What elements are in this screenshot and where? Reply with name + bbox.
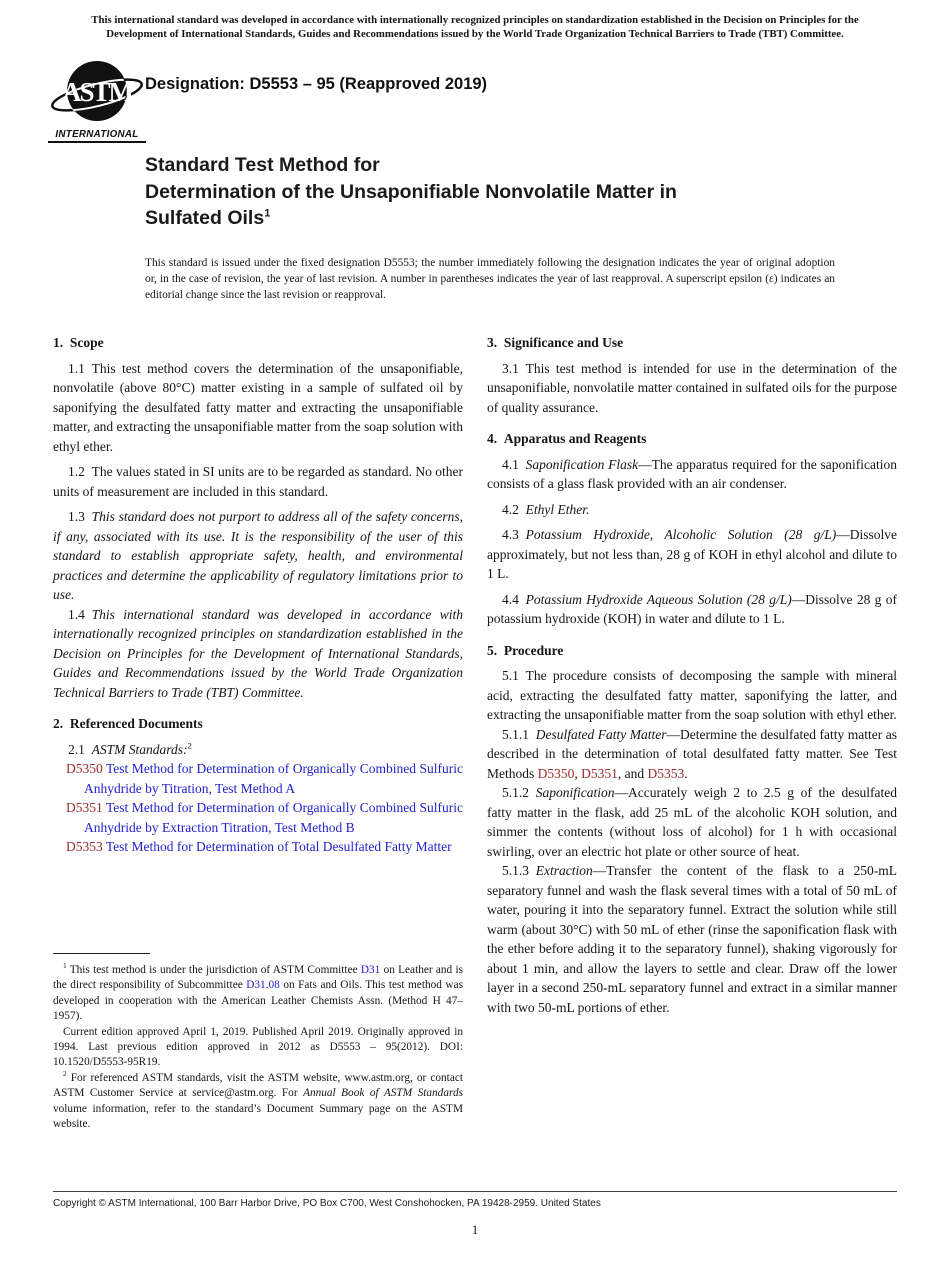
superscript: 1: [63, 961, 67, 971]
paragraph: [487, 500, 897, 520]
text-segment: 4.1: [502, 456, 526, 472]
title-line-3: [145, 205, 855, 232]
text-segment: 5.1.2: [502, 785, 536, 800]
text-segment: For referenced ASTM standards, visit the ASTM website, www.astm.org, or contact ASTM Customer Service at service@astm.org. For: [53, 1071, 463, 1100]
doc-code-link[interactable]: D5353: [647, 765, 685, 781]
paragraph: [487, 666, 897, 725]
text-segment: 1.4: [68, 606, 92, 622]
text-segment: Saponification Flask: [525, 456, 639, 472]
designation: Designation: D5553 – 95 (Reapproved 2019): [145, 75, 488, 93]
footnote-1: [53, 963, 463, 1025]
text-segment: —Dissolve 28 g of potassium hydroxide (KOH) in water and dilute to 1 L.: [487, 591, 898, 626]
paragraph: [53, 462, 463, 501]
text-segment: Sulfated Oils: [145, 207, 265, 229]
text-segment: 5.1.3: [502, 863, 536, 878]
paragraph: [53, 605, 463, 703]
text-segment: 4.2: [502, 501, 526, 517]
astm-logo-text: ASTM: [61, 77, 133, 107]
page-number: 1: [471, 1223, 479, 1237]
text-segment: , and: [617, 765, 648, 781]
text-link[interactable]: Test Method for Determination of Organically Combined Sulfuric Anhydride by Titration, Test Method A: [84, 761, 463, 796]
astm-globe-icon: [49, 57, 145, 129]
left-column: [53, 330, 463, 857]
section-heading: 1. Scope: [53, 335, 104, 350]
text-segment: Current edition approved April 1, 2019. Published April 2019. Originally approved in 1994. Last previous edition approved in 2012 as D5553 – 95(2012). DOI: 10.1520/D5553-95R19.: [53, 1025, 463, 1069]
paragraph: [487, 525, 897, 584]
text-segment: 4.3: [502, 527, 526, 542]
text-link[interactable]: Test Method for Determination of Organically Combined Sulfuric Anhydride by Extraction Titration, Test Method B: [84, 800, 463, 835]
document-title: [145, 152, 855, 232]
text-segment: Annual Book of ASTM Standards: [303, 1087, 463, 1100]
astm-logo: [48, 57, 146, 143]
footnote-rule: [53, 953, 150, 954]
text-segment: This standard does not purport to address all of the safety concerns, if any, associated with its use. It is the responsibility of the user of this standard to establish appropriate safety, health, and environmental practices and determine the applicability of regulatory limitations prior to use.: [53, 509, 463, 602]
paragraph: [53, 359, 463, 457]
doc-code-link[interactable]: D5350: [537, 765, 575, 781]
text-link[interactable]: D31.08: [246, 979, 280, 992]
text-segment: —Dissolve approximately, but not less than, 28 g of KOH in ethyl alcohol and dilute to 1 L.: [487, 527, 897, 581]
paragraph: [487, 861, 897, 1017]
wto-tbt-notice: This international standard was developed in accordance with internationally recognized principles on standardization established in the Decision on Principles for the Development of International Standards, Guides and Recommendations issued by the World Trade Organization Technical Barriers to Trade (TBT) Committee.: [91, 14, 859, 40]
text-segment: —Transfer the content of the flask to a 250-mL separatory funnel and wash the flask several times with a total of 50 mL of water, pouring it into the separatory funnel. Extract the solution while still warm (about 30°C) with 50 mL of ether (rinse the saponification flask with the ether before adding it to the separatory funnel), shaking vigorously for about 1 min, and allow the layers to settle and clear. Draw off the lower layer in a second 250-mL separatory funnel and extract in a similar manner with two 50-mL portions of ether.: [487, 863, 897, 1015]
text-segment: —Determine the desulfated fatty matter as described in the determination of total desulfated fatty matter. See Test Methods: [487, 726, 897, 781]
paragraph: [487, 725, 897, 784]
footer-rule: [53, 1191, 897, 1192]
paragraph: [487, 590, 897, 629]
reference-item: [66, 798, 463, 837]
text-segment: 1.1 This test method covers the determination of the unsaponifiable, nonvolatile (above 80°C) matter existing in a sample of sulfated oil by saponifying the desulfated fatty matter and extracting the unsaponifiable matter, and extracting the unsaponifiable matter from the soap solution with ethyl ether.: [53, 360, 463, 454]
section-heading: 2. Referenced Documents: [53, 716, 203, 731]
text-segment: 5.1 The procedure consists of decomposing the sample with mineral acid, extracting the desulfated fatty matter, saponifying the latter, and extracting the unsaponifiable matter from the soap solution with ethyl ether.: [487, 668, 897, 722]
doc-code-link[interactable]: D5351: [581, 765, 618, 781]
title-line-1: Standard Test Method for: [145, 154, 380, 176]
superscript: 2: [187, 740, 192, 750]
paragraph: [487, 359, 897, 418]
section-heading: 4. Apparatus and Reagents: [487, 431, 647, 446]
text-segment: This international standard was developed in accordance with internationally recognized principles on standardization established in the Decision on Principles for the Development of International Standards, Guides and Recommendations issued by the World Trade Organization Technical Barriers to Trade (TBT) Committee.: [53, 606, 463, 700]
text-segment: Ethyl Ether.: [525, 501, 590, 517]
text-segment: 2.1: [68, 741, 92, 757]
text-segment: 3.1 This test method is intended for use in the determination of the unsaponifiable, nonvolatile matter contained in sulfated oils for the purpose of quality assurance.: [487, 360, 897, 415]
text-link[interactable]: Test Method for Determination of Total Desulfated Fatty Matter: [102, 839, 452, 854]
text-segment: —The apparatus required for the saponification consists of a glass flask provided with an air condenser.: [487, 456, 897, 491]
text-segment: Extraction: [535, 863, 593, 878]
text-segment: on Fats and Oils. This test method was developed in cooperation with the American Leather Chemists Assn. (Method H 47–1957).: [53, 979, 463, 1023]
footnotes: [53, 953, 463, 1132]
section-heading: 5. Procedure: [487, 642, 564, 658]
text-segment: 1.3: [68, 509, 92, 524]
text-segment: —Accurately weigh 2 to 2.5 g of the desulfated fatty matter in the flask, add 25 mL of the alcoholic KOH solution, and simmer the contents (without loss of alcohol) for 1 h with occasional swirling, over an electric hot plate or other source of heat.: [487, 785, 897, 859]
text-segment: ,: [574, 765, 582, 781]
text-segment: This test method is under the jurisdiction of ASTM Committee: [66, 964, 361, 976]
text-segment: Saponification: [535, 785, 615, 800]
text-segment: Potassium Hydroxide, Alcoholic Solution (28 g/L): [525, 527, 837, 542]
text-segment: ASTM Standards:: [91, 741, 188, 757]
text-segment: .: [684, 765, 688, 781]
doc-code-link[interactable]: D5353: [66, 839, 103, 854]
text-link[interactable]: D31: [360, 964, 381, 976]
footnote-1-edition: [53, 1025, 463, 1071]
right-column: [487, 330, 897, 1017]
text-segment: volume information, refer to the standard’s Document Summary page on the ASTM website.: [53, 1102, 463, 1131]
footnote-2: [53, 1071, 463, 1133]
section-heading: 3. Significance and Use: [487, 335, 624, 350]
copyright-line: Copyright © ASTM International, 100 Barr Harbor Drive, PO Box C700, West Conshohocken, PA 19428-2959. United States: [53, 1198, 601, 1209]
reference-item: [66, 837, 463, 857]
text-segment: 5.1.1: [502, 726, 536, 742]
title-line-2: Determination of the Unsaponifiable Nonvolatile Matter in: [145, 180, 677, 203]
doc-code-link[interactable]: D5350: [66, 761, 103, 776]
paragraph: [53, 740, 463, 760]
reference-item: [66, 759, 463, 798]
doc-code-link[interactable]: D5351: [66, 800, 103, 815]
text-segment: on Leather and is the direct responsibility of Subcommittee: [53, 964, 463, 992]
paragraph: [487, 783, 897, 861]
astm-international-label: INTERNATIONAL: [48, 129, 146, 143]
paragraph: [53, 507, 463, 605]
text-segment: 1.2 The values stated in SI units are to be regarded as standard. No other units of measurement are included in this standard.: [53, 464, 463, 499]
text-segment: 4.4: [502, 591, 526, 607]
issuance-note: This standard is issued under the fixed designation D5553; the number immediately following the designation indicates the year of original adoption or, in the case of revision, the year of last revision. A number in parentheses indicates the year of last reapproval. A superscript epsilon (ε) indicates an editorial change since the last revision or reapproval.: [145, 257, 835, 301]
superscript: 1: [264, 207, 271, 220]
paragraph: [487, 455, 897, 494]
text-segment: Desulfated Fatty Matter: [535, 726, 667, 742]
text-segment: Potassium Hydroxide Aqueous Solution (28 g/L): [525, 591, 792, 607]
superscript: 2: [63, 1069, 67, 1079]
